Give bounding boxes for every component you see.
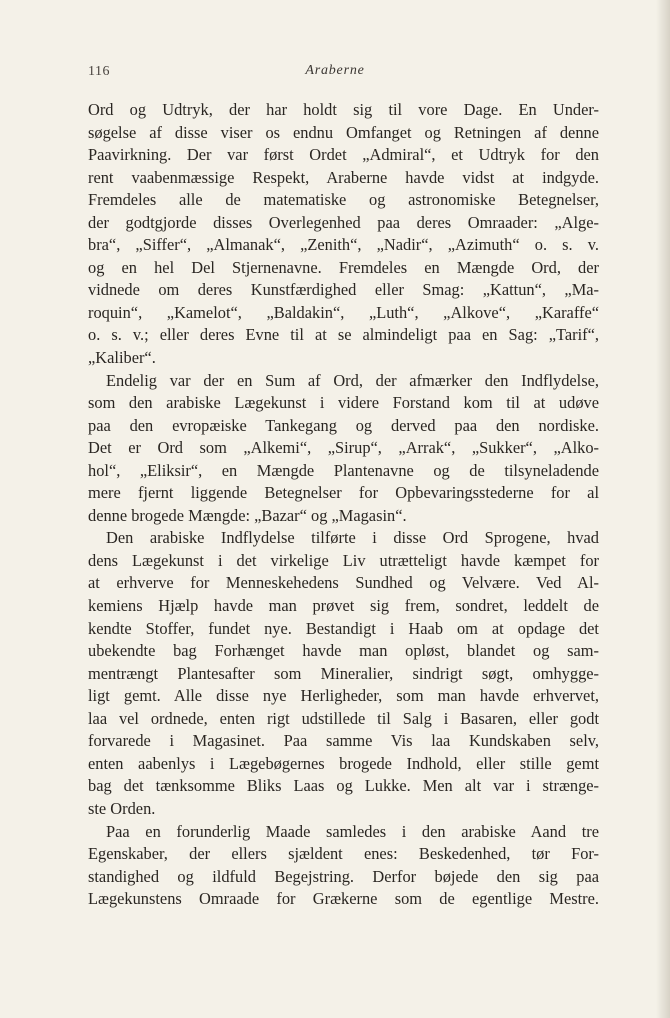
text-line: o. s. v.; eller deres Evne til at se almindeligt paa en Sag: „Tarif“, [88,325,599,345]
running-title: Araberne [305,63,365,78]
body-text [88,99,599,911]
text-line: Fremdeles alle de matematiske og astronomiske Betegnelser, [88,190,599,210]
text-line: Den arabiske Indflydelse tilførte i disse Ord Sprogene, hvad [106,528,599,548]
text-line: Paa en forunderlig Maade samledes i den arabiske Aand tre [106,821,599,841]
text-line: Egenskaber, der ellers sjældent enes: Beskedenhed, tør For- [88,844,599,864]
text-line: der godtgjorde disses Overlegenhed paa deres Omraader: „Alge- [88,212,599,232]
text-line: Paavirkning. Der var først Ordet „Admiral“, et Udtryk for den [88,145,599,165]
text-line: dens Lægekunst i det virkelige Liv utrætteligt havde kæmpet for [88,550,599,570]
text-line: mentrængt Plantesafter som Mineralier, sindrigt søgt, omhygge- [88,663,599,683]
text-line: laa vel ordnede, enten rigt udstillede til Salg i Basaren, eller godt [88,708,599,728]
text-line: hol“, „Eliksir“, en Mængde Plantenavne og de tilsyneladende [88,460,599,480]
text-line: mere fjernt liggende Betegnelser for Opbevaringsstederne for al [88,483,599,503]
text-line: ubekendte bag Forhænget havde man opløst, blandet og sam- [88,641,599,661]
text-line: som den arabiske Lægekunst i videre Forstand kom til at udøve [88,393,599,413]
text-line: og en hel Del Stjernenavne. Fremdeles en Mængde Ord, der [88,257,599,277]
text-line: roquin“, „Kamelot“, „Baldakin“, „Luth“, „Alkove“, „Karaffe“ [88,302,599,322]
text-line: kendte Stoffer, fundet nye. Bestandigt i Haab om at opdage det [88,618,599,638]
text-line: denne brogede Mængde: „Bazar“ og „Magasin“. [88,505,407,525]
text-line: enten aabenlys i Lægebøgernes brogede Indhold, eller stille gemt [88,753,599,773]
text-line: ste Orden. [88,798,156,818]
text-line: paa den evropæiske Tankegang og derved paa den nordiske. [88,415,599,435]
text-line: Lægekunstens Omraade for Grækerne som de egentlige Mestre. [88,889,599,909]
text-line: Ord og Udtryk, der har holdt sig til vore Dage. En Under- [88,100,599,119]
text-line: standighed og ildfuld Begejstring. Derfor bøjede den sig paa [88,866,599,886]
text-line: søgelse af disse viser os endnu Omfanget og Retningen af denne [88,122,599,142]
text-line: Det er Ord som „Alkemi“, „Sirup“, „Arrak“, „Sukker“, „Alko- [88,438,599,458]
text-line: forvarede i Magasinet. Paa samme Vis laa Kundskaben selv, [88,731,599,751]
text-line: „Kaliber“. [88,348,156,368]
text-line: bag det tænksomme Bliks Laas og Lukke. Men alt var i strænge- [88,776,599,796]
page-number: 116 [88,64,110,79]
text-line: kemiens Hjælp havde man prøvet sig frem, sondret, leddelt de [88,596,599,616]
text-line: Endelig var der en Sum af Ord, der afmærker den Indflydelse, [106,370,599,390]
text-line: vidnede om deres Kunstfærdighed eller Smag: „Kattun“, „Ma- [88,280,599,300]
text-line: bra“, „Siffer“, „Almanak“, „Zenith“, „Nadir“, „Azimuth“ o. s. v. [88,235,599,255]
text-line: ligt gemt. Alle disse nye Herligheder, som man havde erhvervet, [88,686,599,706]
text-line: rent vaabenmæssige Respekt, Araberne havde vidst at indgyde. [88,167,599,187]
text-line: at erhverve for Menneskehedens Sundhed og Velvære. Ved Al- [88,573,599,593]
page-edge-shadow [656,0,670,1018]
